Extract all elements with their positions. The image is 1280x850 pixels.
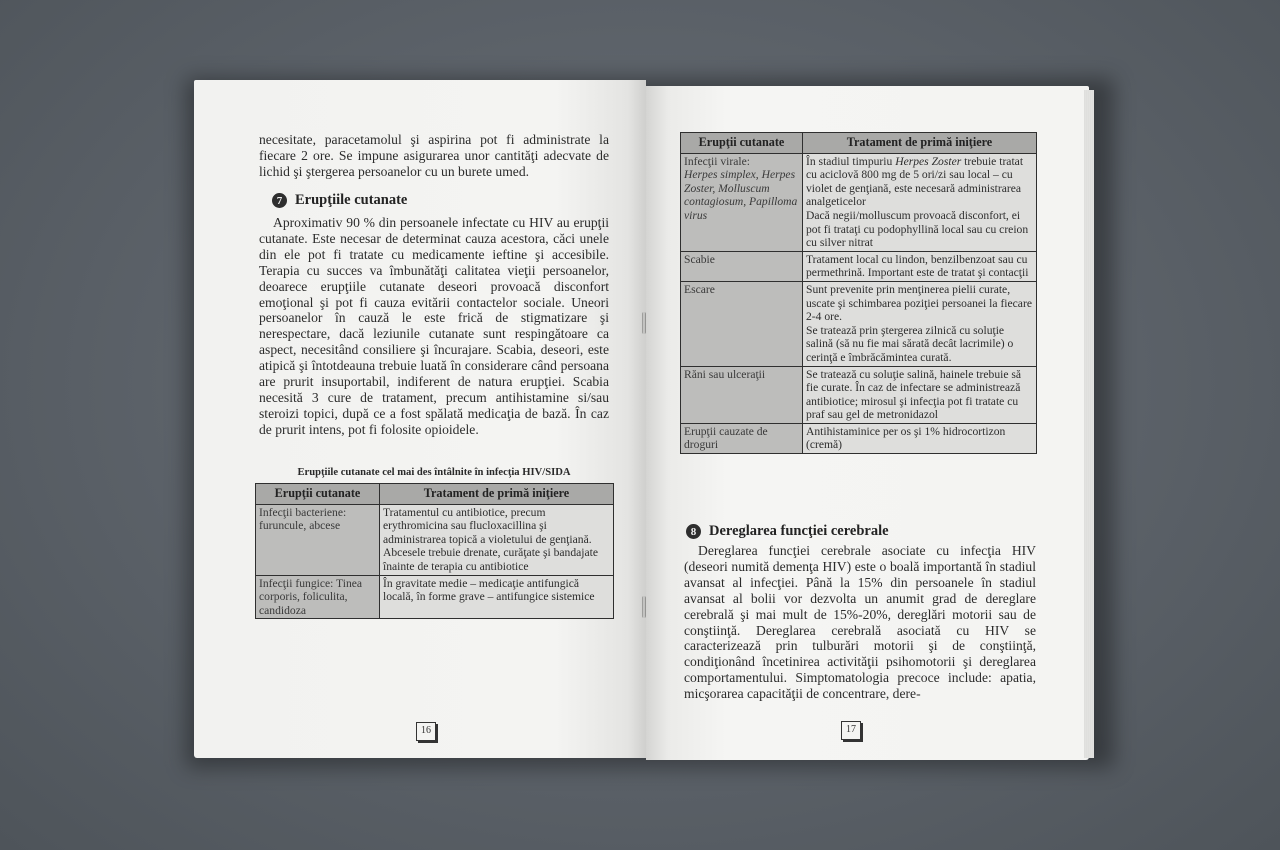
treatment-cell: Se tratează cu soluţie salină, hainele trebuie să fie curate. În caz de infectare se administrează antibiotice; mirosul şi infecţia pot fi tratate cu praf sau gel de metronidazol (803, 366, 1037, 423)
table-row (681, 423, 1037, 453)
treatment-post: trebuie tratat cu aciclovă 800 mg de 5 ori/zi sau local – cu violet de genţiană, este necesară administrarea analgeticelor (806, 154, 1024, 209)
treatment-pre: În stadiul timpuriu (806, 154, 896, 168)
table-row (681, 366, 1037, 423)
right-page (646, 86, 1089, 760)
left-body-paragraph (259, 215, 609, 438)
rash-treatment-table-left (255, 483, 614, 619)
section-title: Erupţiile cutanate (295, 192, 408, 208)
table-row (681, 251, 1037, 281)
body-text: Aproximativ 90 % din persoanele infectate cu HIV au erupţii cutanate. Este necesar de determinat cauza acestora, căci unele din ele pot fi tratate cu medicamente ieftine şi accesibile. Terapia cu succes va îmbunătăţi calitatea vieţii persoanelor, deoarece erupţiile cutanate deseori provoacă disconfort emoţional şi pot fi cauza evitării contactelor sociale. Uneori persoanelor în cauză le este frică de stigmatizare şi nerespectare, dacă leziunile cutanate sunt respingătoare ca aspect, necesitând consiliere şi încurajare. Scabia, deseori, este atipică şi întotdeauna trebuie luată în considerare când persoana are prurit insuportabil, indiferent de natura erupţiei. Scabia necesită 3 cure de tratament, precum antihistamine si/sau steroizi topici, după ce a fost spălată medicaţia de bază. În caz de prurit intens, pot fi folosite opioidele. (259, 215, 609, 437)
table-row (681, 281, 1037, 366)
section-8-heading (686, 523, 889, 540)
treatment-extra: Se tratează prin ştergerea zilnică cu soluţie salină (să nu fie mai sărată decât lacrimile) o cerinţă e îmbrăcămintea curată. (806, 323, 1014, 364)
rash-treatment-table-right (680, 132, 1037, 454)
condition-cell: Infecţii fungice: Tinea corporis, foliculita, candidoza (256, 575, 380, 619)
right-body-paragraph (684, 543, 1036, 702)
section-number-badge: 7 (272, 193, 287, 208)
section-title: Dereglarea funcţiei cerebrale (709, 523, 889, 539)
condition-italic-list: Herpes simplex, Herpes Zoster, Molluscum contagiosum, Papilloma virus (684, 168, 798, 222)
col-header-treatment: Tratament de primă iniţiere (803, 133, 1037, 154)
table-caption: Erupţiile cutanate cel mai des întâlnite în infecţia HIV/SIDA (297, 467, 571, 478)
col-header-treatment: Tratament de primă iniţiere (380, 484, 614, 505)
condition-cell: Răni sau ulceraţii (681, 366, 803, 423)
table-header-row (681, 133, 1037, 154)
condition-cell: Infecţii bacteriene: furuncule, abcese (256, 504, 380, 575)
section-number-badge: 8 (686, 524, 701, 539)
treatment-cell: Tratament local cu lindon, benzilbenzoat sau cu permethrină. Important este de tratat şi contacţii (803, 251, 1037, 281)
treatment-text: Sunt prevenite prin menţinerea pielii curate, uscate şi schimbarea poziţiei persoanei la fiecare 2-4 ore. (806, 282, 1032, 324)
page-number-16: 16 (416, 722, 436, 741)
col-header-condition: Erupţii cutanate (681, 133, 803, 154)
condition-label: Infecţii virale: (684, 154, 750, 168)
page-number-17: 17 (841, 721, 861, 740)
condition-cell: Escare (681, 281, 803, 366)
left-intro-paragraph (259, 132, 609, 180)
table-row (681, 153, 1037, 251)
staple-top (642, 312, 646, 334)
treatment-cell (803, 153, 1037, 251)
treatment-cell: Tratamentul cu antibiotice, precum erythromicina sau flucloxacillina şi administrarea topică a violetului de genţiană. Abcesele trebuie drenate, curăţate şi bandajate înainte de terapia cu antibiotice (380, 504, 614, 575)
treatment-cell: Antihistaminice per os şi 1% hidrocortizon (cremă) (803, 423, 1037, 453)
treatment-cell (803, 281, 1037, 366)
condition-cell (681, 153, 803, 251)
condition-cell: Scabie (681, 251, 803, 281)
condition-cell: Erupţii cauzate de droguri (681, 423, 803, 453)
body-text: Dereglarea funcţiei cerebrale asociate cu infecţia HIV (deseori numită demenţa HIV) este o boală importantă în stadiul avansat al infecţiei. Până la 15% din persoanele în stadiul avansat al bolii vor dezvolta un anumit grad de dereglare cerebrală şi mai mult de 15%-20%, dereglări motorii sau de conştiinţă. Dereglarea cerebrală asociată cu HIV se caracterizează prin tulburări motorii şi de conştiinţă, condiţionând încetinirea activităţii psihomotorii şi dereglarea comportamentului. Simptomatologia precoce include: apatia, micşorarea capacităţii de concentrare, dere- (684, 543, 1036, 702)
left-page (194, 80, 646, 758)
treatment-extra: Dacă negii/molluscum provoacă disconfort, ei pot fi trataţi cu podophyllină local sau cu creion cu silver nitrat (806, 208, 1029, 250)
staple-bottom (642, 596, 646, 618)
treatment-italic: Herpes Zoster (895, 154, 962, 168)
treatment-cell: În gravitate medie – medicaţie antifungică locală, în forme grave – antifungice sistemice (380, 575, 614, 619)
page-block-edge (1084, 90, 1094, 758)
table-row (256, 575, 614, 619)
intro-text: necesitate, paracetamolul şi aspirina pot fi administrate la fiecare 2 ore. Se impune asigurarea unor cantităţi adecvate de lichid şi ştergerea persoanelor cu un burete umed. (259, 132, 609, 179)
col-header-condition: Erupţii cutanate (256, 484, 380, 505)
table-row (256, 504, 614, 575)
section-7-heading (272, 192, 407, 209)
table-header-row (256, 484, 614, 505)
